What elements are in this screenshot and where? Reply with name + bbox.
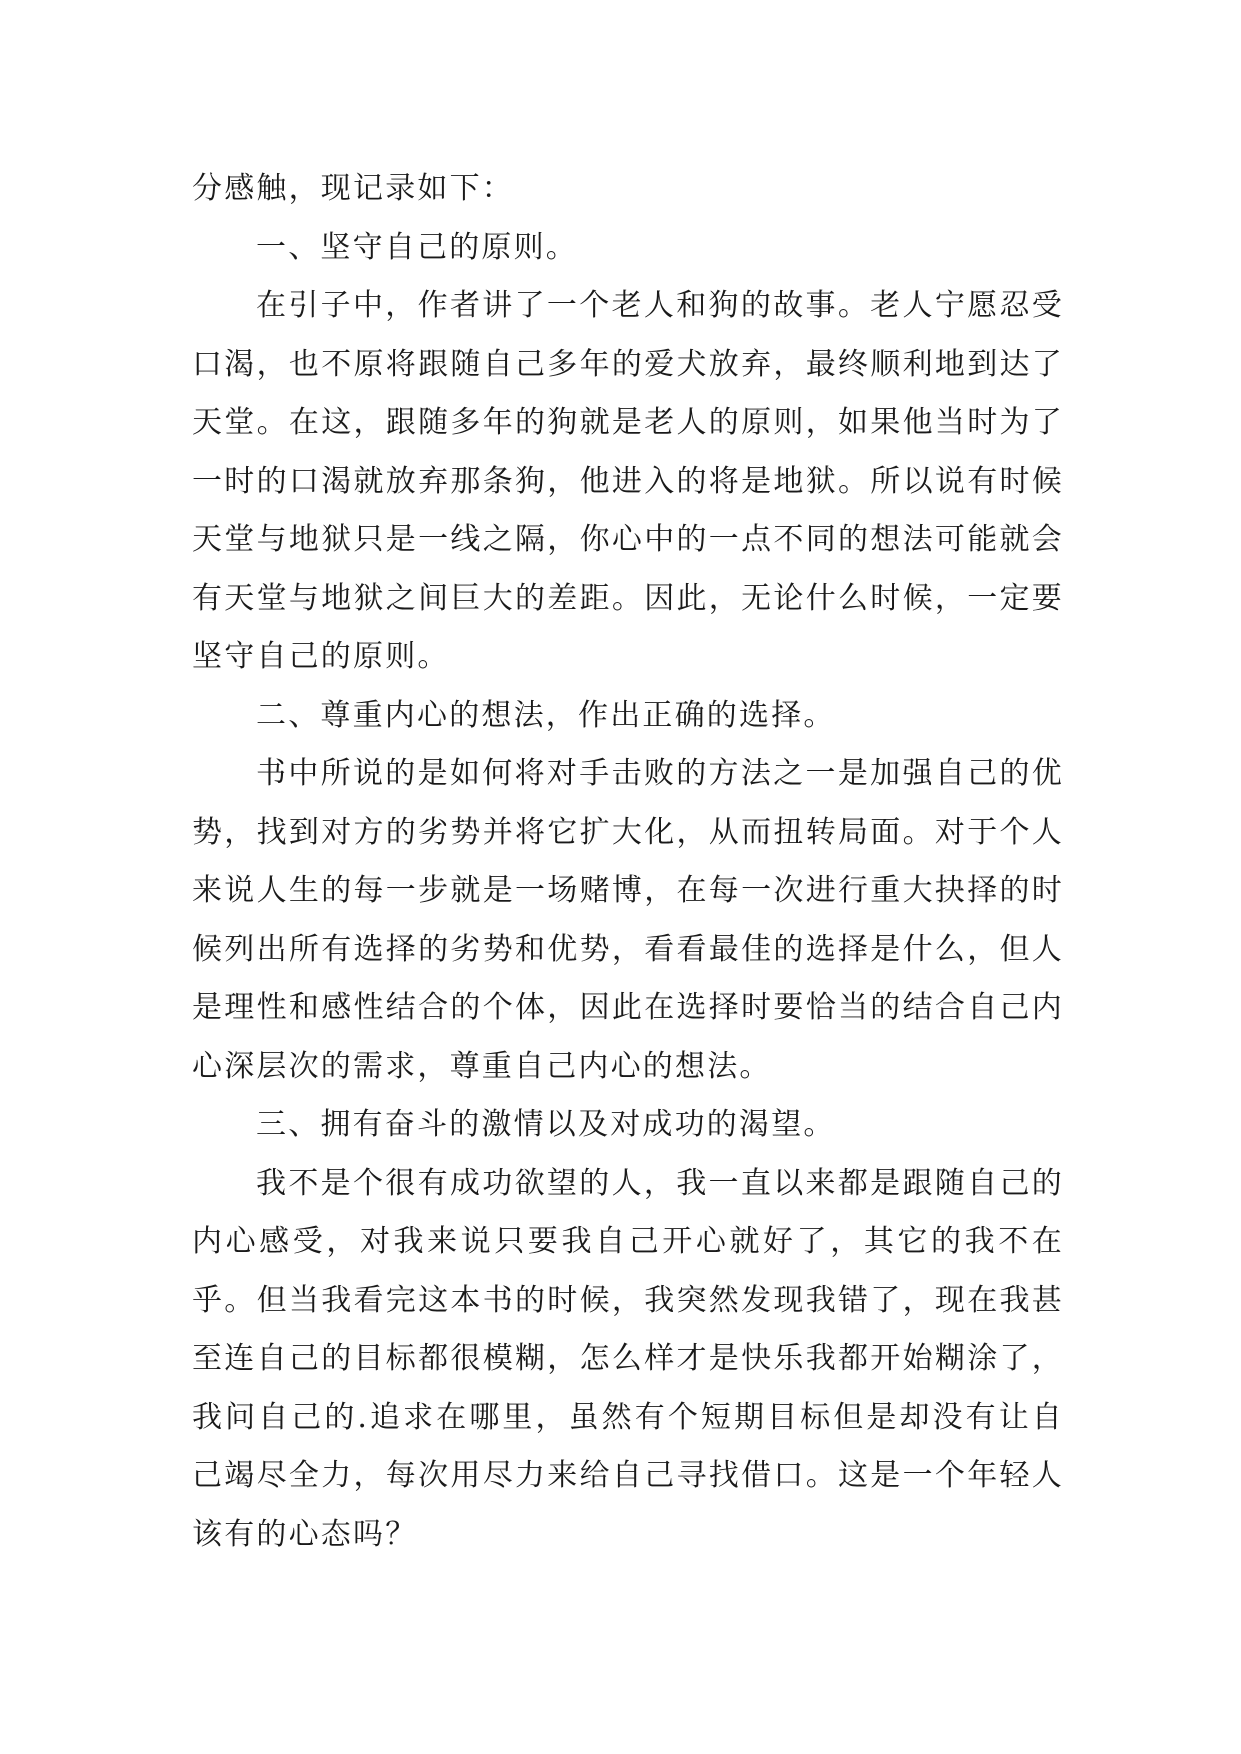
paragraph-principle: 在引子中，作者讲了一个老人和狗的故事。老人宁愿忍受口渴，也不原将跟随自己多年的爱犬放弃，最终顺利地到达了天堂。在这，跟随多年的狗就是老人的原则，如果他当时为了一时的口渴就放弃那条狗，他进入的将是地狱。所以说有时候天堂与地狱只是一线之隔，你心中的一点不同的想法可能就会有天堂与地狱之间巨大的差距。因此，无论什么时候，一定要坚守自己的原则。 (192, 288, 1064, 674)
heading-passion: 三、拥有奋斗的激情以及对成功的渴望。 (256, 1107, 836, 1142)
heading-principle: 一、坚守自己的原则。 (256, 229, 578, 265)
paragraph-intro-continuation: 分感触，现记录如下： (192, 171, 514, 206)
heading-choice: 二、尊重内心的想法，作出正确的选择。 (256, 697, 836, 733)
document-body (192, 160, 1064, 1564)
paragraph-choice: 书中所说的是如何将对手击败的方法之一是加强自己的优势，找到对方的劣势并将它扩大化，从而扭转局面。对于个人来说人生的每一步就是一场赌博，在每一次进行重大抉择的时候列出所有选择的劣势和优势，看看最佳的选择是什么，但人是理性和感性结合的个体，因此在选择时要恰当的结合自己内心深层次的需求，尊重自己内心的想法。 (192, 756, 1064, 1084)
paragraph-passion: 我不是个很有成功欲望的人，我一直以来都是跟随自己的内心感受，对我来说只要我自己开心就好了，其它的我不在乎。但当我看完这本书的时候，我突然发现我错了，现在我甚至连自己的目标都很模糊，怎么样才是快乐我都开始糊涂了，我问自己的.追求在哪里，虽然有个短期目标但是却没有让自己竭尽全力，每次用尽力来给自己寻找借口。这是一个年轻人该有的心态吗？ (192, 1165, 1064, 1552)
